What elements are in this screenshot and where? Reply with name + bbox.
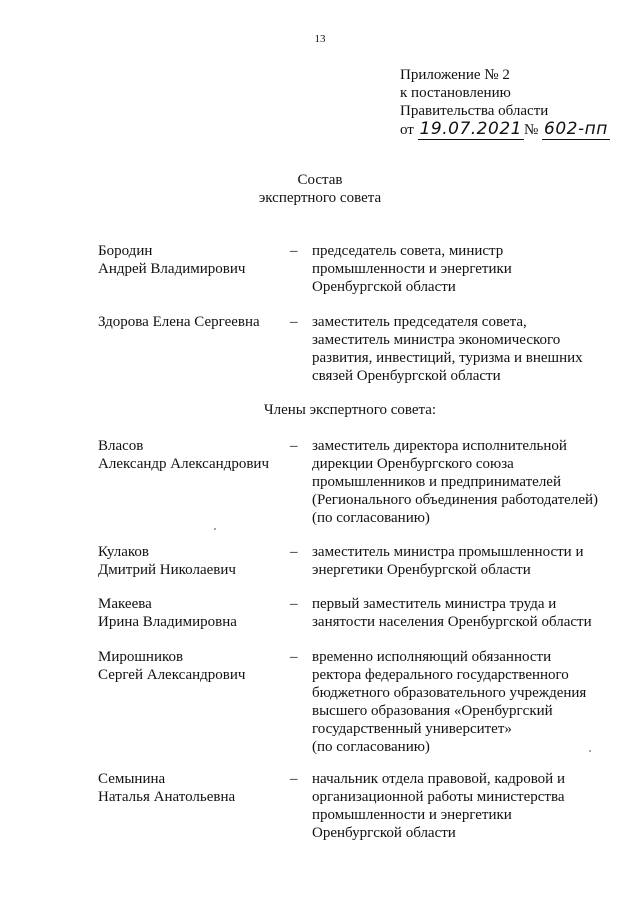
dash: – (290, 649, 298, 665)
person-name (98, 770, 288, 806)
role-line: промышленности и энергетики (312, 807, 512, 823)
name-line: Наталья Анатольевна (98, 789, 236, 805)
role-line: высшего образования «Оренбургский (312, 703, 553, 719)
role-line: развития, инвестиций, туризма и внешних (312, 350, 583, 366)
appendix-header (400, 66, 620, 139)
role-line: заместитель председателя совета, (312, 314, 527, 330)
name-line: Ирина Владимировна (98, 614, 237, 630)
person-role (312, 595, 612, 631)
person-role (312, 437, 612, 527)
role-line: (Регионального объединения работодателей) (312, 492, 598, 508)
person-name (98, 543, 288, 579)
document-title (0, 171, 640, 207)
person-role (312, 770, 612, 842)
person-role (312, 543, 612, 579)
person-name (98, 648, 288, 684)
name-line: Бородин (98, 243, 153, 259)
name-line: Дмитрий Николаевич (98, 562, 236, 578)
role-line: председатель совета, министр (312, 243, 504, 259)
person-role (312, 313, 612, 385)
role-line: связей Оренбургской области (312, 368, 501, 384)
role-line: Оренбургской области (312, 279, 456, 295)
dash: – (290, 314, 298, 330)
role-line: Оренбургской области (312, 825, 456, 841)
person-name (98, 313, 288, 331)
title-line-1: Состав (297, 172, 343, 188)
name-line: Сергей Александрович (98, 667, 246, 683)
role-line: организационной работы министерства (312, 789, 565, 805)
handwritten-number: 602-пп (544, 119, 608, 139)
role-line: промышленников и предпринимателей (312, 474, 561, 490)
person-role (312, 242, 612, 296)
role-line: бюджетного образовательного учреждения (312, 685, 587, 701)
dash: – (290, 771, 298, 787)
name-line: Семынина (98, 771, 166, 787)
appendix-line-3: Правительства области (400, 103, 549, 119)
role-line: занятости населения Оренбургской области (312, 614, 592, 630)
appendix-date-line (400, 120, 620, 139)
role-line: энергетики Оренбургской области (312, 562, 531, 578)
page-number: 13 (314, 33, 326, 45)
role-line: (по согласованию) (312, 510, 430, 526)
name-line: Андрей Владимирович (98, 261, 246, 277)
handwritten-date: 19.07.2021 (419, 119, 522, 139)
person-name (98, 595, 288, 631)
person-name (98, 242, 288, 278)
appendix-line-2: к постановлению (400, 85, 511, 101)
role-line: заместитель директора исполнительной (312, 438, 567, 454)
name-line: Кулаков (98, 544, 149, 560)
role-line: государственный университет» (312, 721, 512, 737)
person-name (98, 437, 288, 473)
role-line: первый заместитель министра труда и (312, 596, 557, 612)
name-line: Александр Александрович (98, 456, 269, 472)
role-line: дирекции Оренбургского союза (312, 456, 514, 472)
role-line: заместитель министра экономического (312, 332, 561, 348)
dash: – (290, 438, 298, 454)
role-line: промышленности и энергетики (312, 261, 512, 277)
date-prefix: от (400, 122, 414, 138)
name-line: Макеева (98, 596, 152, 612)
role-line: временно исполняющий обязанности (312, 649, 552, 665)
title-line-2: экспертного совета (258, 190, 382, 206)
name-line: Здорова Елена Сергеевна (98, 314, 260, 330)
scan-speck (589, 750, 591, 752)
role-line: ректора федерального государственного (312, 667, 569, 683)
role-line: (по согласованию) (312, 739, 430, 755)
number-sign: № (523, 122, 539, 138)
dash: – (290, 596, 298, 612)
appendix-line-1: Приложение № 2 (400, 67, 510, 83)
members-heading: Члены экспертного совета: (263, 402, 437, 418)
scan-speck (214, 528, 216, 530)
dash: – (290, 544, 298, 560)
name-line: Мирошников (98, 649, 184, 665)
name-line: Власов (98, 438, 144, 454)
person-role (312, 648, 612, 756)
dash: – (290, 243, 298, 259)
role-line: заместитель министра промышленности и (312, 544, 584, 560)
role-line: начальник отдела правовой, кадровой и (312, 771, 565, 787)
